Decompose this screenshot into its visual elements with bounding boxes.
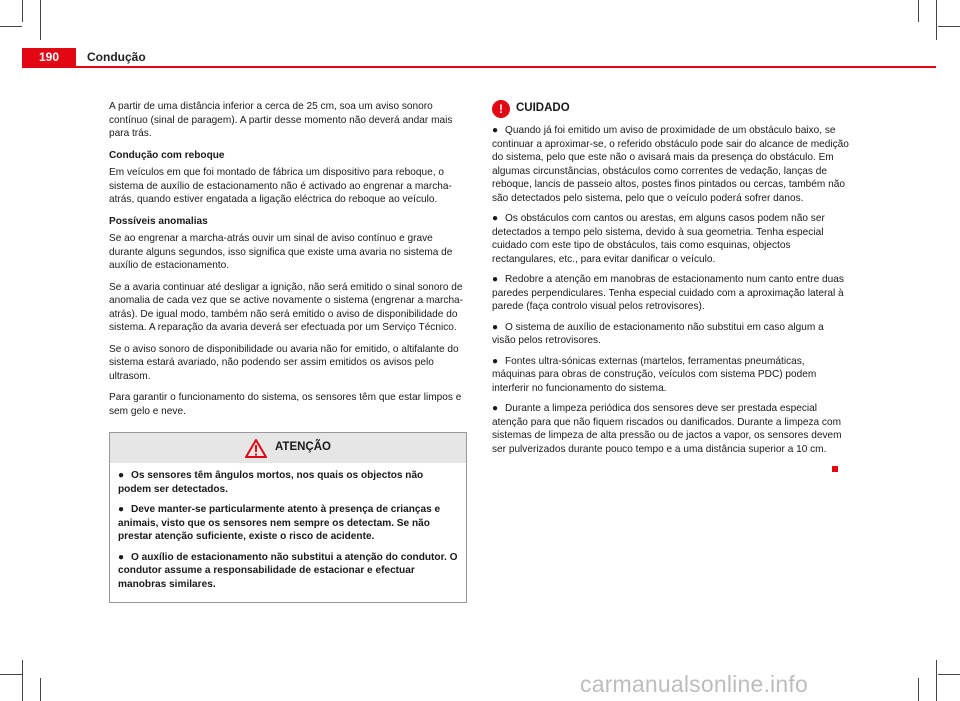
faults-paragraph: Se o aviso sonoro de disponibilidade ou avaria não for emitido, o altifalante do sistema estará avariado, não podendo ser assim emitidos os avisos pelo ultrasom. bbox=[109, 343, 459, 382]
warning-item: ● Os sensores têm ângulos mortos, nos quais os objectos não podem ser detectados. bbox=[118, 470, 424, 495]
bullet: ● bbox=[492, 403, 499, 414]
bullet: ● bbox=[118, 470, 125, 481]
crop-mark bbox=[0, 26, 22, 27]
crop-mark bbox=[938, 674, 960, 675]
crop-mark bbox=[22, 0, 23, 22]
caution-item: ● Fontes ultra-sónicas externas (martelos, ferramentas pneumáticas, máquinas para obras de construção, veículos com sistema PDC) podem interferir no funcionamento do sistema. bbox=[492, 355, 817, 394]
towing-heading: Condução com reboque bbox=[109, 149, 225, 161]
crop-mark bbox=[918, 0, 919, 22]
left-column bbox=[109, 100, 467, 603]
bullet: ● bbox=[492, 321, 499, 333]
caution-exclamation-icon: ! bbox=[492, 100, 510, 118]
faults-paragraph: Se ao engrenar a marcha-atrás ouvir um sinal de aviso contínuo e grave durante alguns segundos, isso significa que existe uma avaria no sistema de auxílio de estacionamento. bbox=[109, 233, 453, 271]
faults-heading: Possíveis anomalias bbox=[109, 215, 208, 227]
bullet: ● bbox=[118, 504, 125, 515]
crop-mark bbox=[22, 660, 23, 701]
faults-paragraph: Para garantir o funcionamento do sistema, os sensores têm que estar limpos e sem gelo e neve. bbox=[109, 392, 462, 417]
warning-item: ● Deve manter-se particularmente atento à presença de crianças e animais, visto que os sensores nem sempre os detectam. Se não prestar atenção suficiente, existe o risco de acidente. bbox=[118, 504, 441, 542]
bullet: ● bbox=[492, 274, 499, 285]
caution-list bbox=[492, 124, 850, 456]
crop-mark bbox=[0, 674, 22, 675]
crop-mark bbox=[40, 0, 41, 40]
caution-header bbox=[492, 100, 850, 118]
crop-mark bbox=[918, 678, 919, 701]
crop-mark bbox=[936, 0, 937, 40]
bullet: ● bbox=[492, 355, 499, 367]
section-title: Condução bbox=[87, 50, 146, 64]
caution-item: ● Redobre a atenção em manobras de estacionamento num canto entre duas paredes perpendiculares. Tenha especial cuidado com a aproximação lateral à parede (faça controlo visual pelos retrovisores). bbox=[492, 274, 844, 312]
caution-title: CUIDADO bbox=[516, 102, 570, 115]
warning-box bbox=[109, 432, 467, 603]
warning-header bbox=[110, 433, 466, 463]
towing-paragraph: Em veículos em que foi montado de fábrica um dispositivo para reboque, o sistema de auxílio de estacionamento não é activado ao engrenar a marcha-atrás, quando estiver engatada a ligação eléctrica do reboque ao veículo. bbox=[109, 167, 452, 205]
caution-item: ● Durante a limpeza periódica dos sensores deve ser prestada especial atenção para que não fiquem riscados ou danificados. Durante a limpeza com sistemas de limpeza de alta pressão ou de jactos a vapor, os sensores devem ser pulverizados durante pouco tempo e a uma distância superior a 10 cm. bbox=[492, 403, 842, 455]
warning-list bbox=[110, 463, 466, 602]
bullet: ● bbox=[492, 125, 499, 136]
caution-item: ● O sistema de auxílio de estacionamento não substitui em caso algum a visão pelos retrovisores. bbox=[492, 321, 824, 346]
crop-mark bbox=[936, 660, 937, 701]
crop-mark bbox=[40, 678, 41, 701]
bullet: ● bbox=[492, 213, 499, 224]
intro-paragraph: A partir de uma distância inferior a cerca de 25 cm, soa um aviso sonoro contínuo (sinal de paragem). A partir desse momento não deverá andar mais para trás. bbox=[109, 101, 453, 139]
right-column bbox=[492, 100, 850, 477]
page-number: 190 bbox=[22, 48, 76, 66]
crop-mark bbox=[938, 26, 960, 27]
warning-title: ATENÇÃO bbox=[274, 441, 331, 454]
caution-item: ● Os obstáculos com cantos ou arestas, em alguns casos podem não ser detectados a tempo pelo sistema, devido à sua geometria. Tenha especial cuidado com este tipo de obstáculos, tais como esquinas, objectos rectangulares, etc., para evitar danificar o veículo. bbox=[492, 213, 825, 265]
end-of-section-mark bbox=[832, 466, 838, 472]
watermark: carmanualsonline.info bbox=[580, 671, 808, 697]
warning-item: ● O auxílio de estacionamento não substitui a atenção do condutor. O condutor assume a responsabilidade de estacionar e efectuar manobras similares. bbox=[118, 551, 458, 590]
caution-item: ● Quando já foi emitido um aviso de proximidade de um obstáculo baixo, se continuar a aproximar-se, o referido obstáculo pode sair do alcance de medição do sistema, pelo que este não o avisará mais da presença do obstáculo. Em algumas circunstâncias, obstáculos como correntes de vedação, lanças de reboque, lancis de passeio altos, postes finos pintados ou cercas, também não são detectados pelo sistema, pelo que o veículo poderá sofrer danos. bbox=[492, 125, 849, 204]
header-rule bbox=[22, 48, 936, 68]
bullet: ● bbox=[118, 551, 125, 563]
warning-triangle-icon bbox=[245, 439, 267, 458]
faults-paragraph: Se a avaria continuar até desligar a ignição, não será emitido o sinal sonoro de anomalia de cada vez que se active novamente o sistema (engrenar a marcha-atrás). De igual modo, também não será emitido o aviso de disponibilidade do sistema. A reparação da avaria deverá ser efectuada por um Serviço Técnico. bbox=[109, 281, 464, 333]
